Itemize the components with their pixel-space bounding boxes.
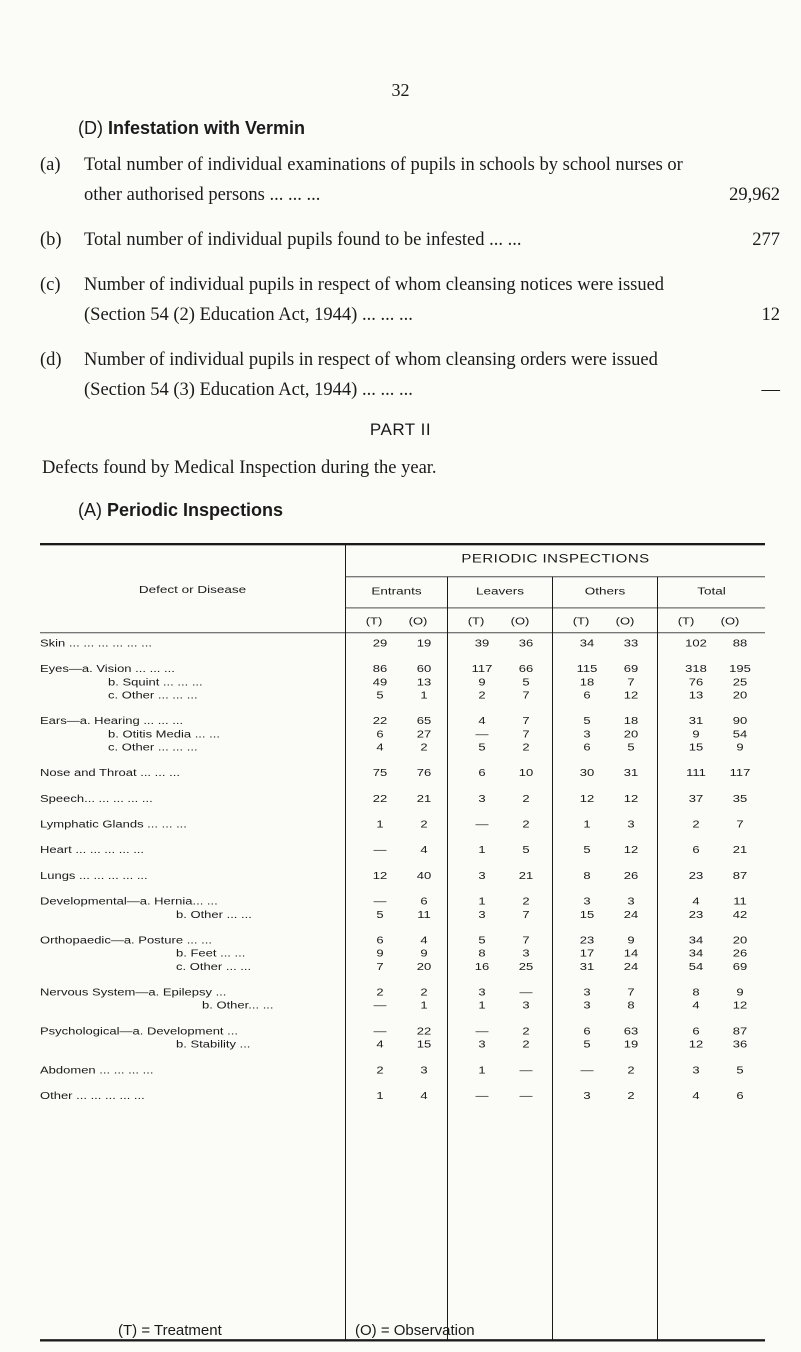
table-cell: 4	[478, 714, 486, 727]
table-cell: —	[475, 1089, 489, 1102]
table-cell: 9	[692, 728, 700, 740]
table-cell: 35	[732, 792, 748, 805]
table-cell: 9	[478, 675, 486, 688]
table-cell: 24	[623, 960, 639, 973]
table-cell: 8	[692, 986, 700, 998]
table-cell: 31	[688, 714, 704, 727]
table-cell: 3	[478, 908, 486, 921]
table-cell: 65	[416, 714, 432, 727]
row-label: Eyes—a. Vision ... ... ...	[40, 662, 175, 675]
table-cell: 13	[416, 675, 432, 688]
table-cell: 21	[518, 869, 534, 882]
table-cell: 25	[732, 675, 748, 688]
table-cell: 3	[478, 1038, 486, 1050]
table-cell: —	[519, 1089, 533, 1102]
table-cell: 23	[688, 869, 704, 882]
table-cell: 1	[376, 818, 384, 830]
table-cell: 8	[583, 869, 591, 882]
row-label: Lungs ... ... ... ... ...	[40, 869, 148, 882]
table-cell: 1	[420, 999, 428, 1012]
table-cell: 87	[732, 1025, 748, 1037]
table-cell: 66	[518, 662, 534, 675]
table-cell: —	[373, 1025, 387, 1037]
table-cell: 117	[729, 766, 751, 779]
table-cell: 69	[732, 960, 748, 973]
table-cell: 76	[688, 675, 704, 688]
row-label: Nervous System—a. Epilepsy ...	[40, 986, 227, 998]
table-cell: 2	[420, 986, 428, 998]
table-cell: 17	[579, 947, 595, 959]
column-group-others: Others	[584, 584, 626, 597]
table-cell: 54	[688, 960, 704, 973]
row-label: Abdomen ... ... ... ...	[40, 1063, 154, 1076]
legend-observation: (O) = Observation	[355, 1322, 475, 1339]
table-cell: 1	[376, 1089, 384, 1102]
table-cell: 7	[522, 714, 530, 727]
table-cell: 7	[376, 960, 384, 973]
table-cell: 3	[583, 999, 591, 1012]
item-value: 12	[761, 305, 780, 325]
table-cell: 5	[376, 908, 384, 921]
table-cell: 5	[583, 714, 591, 727]
row-label: Other ... ... ... ... ...	[40, 1089, 145, 1102]
table-cell: 4	[692, 895, 700, 907]
table-cell: 4	[376, 741, 384, 753]
table-cell: 30	[579, 766, 595, 779]
column-group-leavers: Leavers	[475, 584, 525, 597]
row-label: Heart ... ... ... ... ...	[40, 843, 145, 856]
table-cell: 4	[376, 1038, 384, 1050]
vermin-item-b	[40, 225, 780, 255]
table-cell: 39	[474, 637, 490, 649]
table-cell: 5	[583, 843, 591, 856]
table-cell: 7	[627, 675, 635, 688]
table-cell: 29	[372, 637, 388, 649]
table-cell: 5	[478, 934, 486, 946]
table-cell: 1	[478, 843, 486, 856]
table-cell: 2	[478, 689, 486, 701]
table-cell: 10	[518, 766, 534, 779]
table-cell: 21	[732, 843, 748, 856]
observation-subheader: (O)	[510, 615, 530, 627]
table-cell: 27	[416, 728, 432, 740]
table-cell: 54	[732, 728, 748, 740]
table-cell: 6	[478, 766, 486, 779]
table-cell: 318	[685, 662, 707, 675]
column-group-entrants: Entrants	[371, 584, 422, 597]
table-cell: 3	[478, 869, 486, 882]
table-cell: 1	[478, 999, 486, 1012]
table-cell: 23	[688, 908, 704, 921]
table-cell: 6	[376, 728, 384, 740]
vermin-item-d	[40, 345, 780, 405]
row-label: Skin ... ... ... ... ... ...	[40, 637, 152, 649]
table-cell: 3	[583, 895, 591, 907]
table-cell: 3	[478, 986, 486, 998]
row-label: Developmental—a. Hernia... ...	[40, 895, 218, 907]
row-label: c. Other ... ... ...	[108, 689, 198, 701]
table-cell: 88	[732, 637, 748, 649]
table-cell: 9	[627, 934, 635, 946]
table-cell: 34	[688, 947, 704, 959]
table-cell: —	[475, 1025, 489, 1037]
table-cell: 5	[736, 1063, 744, 1076]
item-text: Total number of individual pupils found to be infested ... ...	[84, 230, 522, 250]
table-cell: 36	[732, 1038, 748, 1050]
table-cell: —	[519, 986, 533, 998]
section-heading-vermin	[78, 118, 305, 139]
table-cell: 9	[420, 947, 428, 959]
table-cell: 11	[417, 908, 431, 921]
item-value: —	[761, 380, 780, 400]
row-label: b. Stability ...	[176, 1038, 251, 1050]
table-cell: 26	[732, 947, 748, 959]
table-cell: 5	[522, 675, 530, 688]
table-cell: 20	[732, 689, 748, 701]
table-cell: 18	[579, 675, 595, 688]
table-cell: —	[475, 818, 489, 830]
table-cell: 8	[627, 999, 635, 1012]
table-cell: 6	[583, 1025, 591, 1037]
item-value: 277	[752, 230, 780, 250]
row-label: Speech... ... ... ... ...	[40, 792, 153, 805]
table-cell: 36	[518, 637, 534, 649]
table-cell: 12	[372, 869, 388, 882]
table-cell: 4	[692, 999, 700, 1012]
table-cell: 12	[732, 999, 748, 1012]
table-cell: 3	[478, 792, 486, 805]
table-cell: 37	[688, 792, 704, 805]
table-cell: 40	[416, 869, 432, 882]
table-cell: 5	[627, 741, 635, 753]
table-cell: 3	[583, 1089, 591, 1102]
item-label: (d)	[40, 350, 62, 370]
table-cell: 3	[692, 1063, 700, 1076]
table-cell: 12	[579, 792, 595, 805]
vertical-rule	[447, 576, 448, 1340]
section-title: Periodic Inspections	[107, 500, 284, 520]
table-cell: 3	[420, 1063, 428, 1076]
vermin-item-a	[40, 150, 780, 210]
row-label: Orthopaedic—a. Posture ... ...	[40, 934, 212, 946]
table-cell: 102	[685, 637, 707, 649]
item-value: 29,962	[729, 185, 780, 205]
table-cell: 2	[627, 1063, 635, 1076]
row-label: b. Other... ...	[202, 999, 274, 1012]
vermin-item-c	[40, 270, 780, 330]
table-cell: 86	[372, 662, 388, 675]
table-cell: 22	[372, 714, 388, 727]
table-cell: 1	[583, 818, 591, 830]
table-cell: 63	[623, 1025, 639, 1037]
table-cell: 1	[420, 689, 428, 701]
table-cell: 2	[420, 818, 428, 830]
column-group-total: Total	[697, 584, 726, 597]
table-top-rule	[40, 543, 765, 545]
table-cell: 15	[579, 908, 595, 921]
table-cell: 34	[579, 637, 595, 649]
table-cell: 9	[376, 947, 384, 959]
row-label: b. Feet ... ...	[176, 947, 246, 959]
row-label: b. Other ... ...	[176, 908, 252, 921]
table-cell: —	[373, 895, 387, 907]
table-cell: 60	[416, 662, 432, 675]
item-label: (a)	[40, 155, 61, 175]
table-cell: 5	[522, 843, 530, 856]
table-cell: 2	[376, 986, 384, 998]
observation-subheader: (O)	[720, 615, 740, 627]
table-cell: —	[373, 843, 387, 856]
table-cell: 11	[733, 895, 747, 907]
table-cell: 15	[688, 741, 704, 753]
table-cell: 90	[732, 714, 748, 727]
treatment-subheader: (T)	[677, 615, 695, 627]
table-cell: 19	[623, 1038, 639, 1050]
table-cell: 7	[522, 934, 530, 946]
table-cell: —	[580, 1063, 594, 1076]
vertical-rule	[657, 576, 658, 1340]
item-text: Total number of individual examinations of pupils in schools by school nurses or other authorised persons ... ... ...	[84, 155, 683, 205]
table-cell: 42	[732, 908, 748, 921]
table-cell: 20	[732, 934, 748, 946]
item-label: (b)	[40, 230, 62, 250]
page-number: 32	[391, 80, 410, 100]
table-cell: 4	[420, 1089, 428, 1102]
table-cell: 7	[522, 689, 530, 701]
legend-treatment: (T) = Treatment	[118, 1322, 222, 1339]
table-cell: 2	[420, 741, 428, 753]
table-cell: —	[475, 728, 489, 740]
table-cell: 6	[583, 689, 591, 701]
observation-subheader: (O)	[615, 615, 635, 627]
section-letter: (D)	[78, 118, 103, 138]
table-cell: 22	[372, 792, 388, 805]
table-cell: 6	[736, 1089, 744, 1102]
table-cell: 5	[583, 1038, 591, 1050]
table-cell: 12	[688, 1038, 704, 1050]
row-label: Lymphatic Glands ... ... ...	[40, 818, 187, 830]
table-cell: —	[373, 999, 387, 1012]
section-title: Infestation with Vermin	[108, 118, 306, 138]
table-cell: 49	[372, 675, 388, 688]
table-cell: 31	[623, 766, 639, 779]
table-cell: 2	[522, 741, 530, 753]
table-cell: 5	[478, 741, 486, 753]
table-cell: 3	[522, 947, 530, 959]
part-heading: PART II	[369, 420, 432, 439]
table-cell: 8	[478, 947, 486, 959]
table-cell: 2	[376, 1063, 384, 1076]
table-cell: 21	[416, 792, 432, 805]
table-cell: 6	[583, 741, 591, 753]
table-cell: 14	[623, 947, 639, 959]
row-label: Psychological—a. Development ...	[40, 1025, 238, 1037]
treatment-subheader: (T)	[572, 615, 590, 627]
table-cell: 19	[416, 637, 432, 649]
table-cell: 4	[420, 843, 428, 856]
defects-intro: Defects found by Medical Inspection during the year.	[42, 458, 437, 478]
table-cell: 24	[623, 908, 639, 921]
treatment-subheader: (T)	[365, 615, 383, 627]
group-header: PERIODIC INSPECTIONS	[461, 552, 650, 566]
table-cell: 5	[376, 689, 384, 701]
item-text: Number of individual pupils in respect of whom cleansing orders were issued (Section 54 (3) Education Act, 1944) ... ... ...	[84, 350, 658, 400]
table-cell: 7	[522, 728, 530, 740]
table-cell: 1	[478, 895, 486, 907]
row-label: c. Other ... ...	[176, 960, 252, 973]
table-cell: 1	[478, 1063, 486, 1076]
observation-subheader: (O)	[408, 615, 428, 627]
vertical-rule	[552, 576, 553, 1340]
table-cell: 115	[576, 662, 598, 675]
table-cell: 20	[623, 728, 639, 740]
table-cell: 7	[627, 986, 635, 998]
table-cell: 2	[522, 1025, 530, 1037]
table-cell: 6	[692, 1025, 700, 1037]
table-cell: 7	[736, 818, 744, 830]
table-cell: 4	[692, 1089, 700, 1102]
table-cell: 9	[736, 741, 744, 753]
table-cell: 16	[474, 960, 490, 973]
table-cell: 2	[627, 1089, 635, 1102]
section-letter: (A)	[78, 500, 102, 520]
table-cell: 7	[522, 908, 530, 921]
table-cell: 12	[623, 792, 639, 805]
table-cell: 117	[471, 662, 493, 675]
row-label: Nose and Throat ... ... ...	[40, 766, 180, 779]
table-cell: 18	[623, 714, 639, 727]
subheader-rule	[346, 608, 765, 609]
table-cell: —	[519, 1063, 533, 1076]
table-cell: 12	[623, 843, 639, 856]
table-cell: 4	[420, 934, 428, 946]
table-cell: 6	[376, 934, 384, 946]
table-cell: 195	[729, 662, 751, 675]
row-label: b. Otitis Media ... ...	[108, 728, 220, 740]
item-label: (c)	[40, 275, 61, 295]
table-cell: 31	[579, 960, 595, 973]
table-cell: 23	[579, 934, 595, 946]
row-label: c. Other ... ... ...	[108, 741, 198, 753]
section-heading-periodic	[78, 500, 283, 521]
table-cell: 3	[627, 818, 635, 830]
table-cell: 69	[623, 662, 639, 675]
table-cell: 3	[583, 986, 591, 998]
table-cell: 9	[736, 986, 744, 998]
table-cell: 2	[522, 818, 530, 830]
table-cell: 22	[416, 1025, 432, 1037]
table-cell: 3	[522, 999, 530, 1012]
table-cell: 20	[416, 960, 432, 973]
table-cell: 34	[688, 934, 704, 946]
periodic-inspections-table	[40, 543, 765, 1344]
vertical-rule	[345, 543, 346, 1341]
table-cell: 33	[623, 637, 639, 649]
table-cell: 75	[372, 766, 388, 779]
table-cell: 76	[416, 766, 432, 779]
table-cell: 25	[518, 960, 534, 973]
group-header-rule	[346, 576, 765, 577]
item-text: Number of individual pupils in respect of whom cleansing notices were issued (Section 54 (2) Education Act, 1944) ... ... ...	[84, 275, 665, 325]
table-cell: 26	[623, 869, 639, 882]
table-cell: 13	[688, 689, 704, 701]
table-cell: 111	[686, 766, 706, 779]
table-cell: 2	[522, 895, 530, 907]
table-cell: 6	[420, 895, 428, 907]
row-label: b. Squint ... ... ...	[108, 675, 203, 688]
table-cell: 87	[732, 869, 748, 882]
table-cell: 2	[692, 818, 700, 830]
row-label: Ears—a. Hearing ... ... ...	[40, 714, 184, 727]
defect-column-header: Defect or Disease	[138, 583, 247, 596]
table-cell: 3	[583, 728, 591, 740]
table-cell: 2	[522, 792, 530, 805]
table-cell: 15	[416, 1038, 432, 1050]
table-cell: 2	[522, 1038, 530, 1050]
treatment-subheader: (T)	[467, 615, 485, 627]
table-cell: 12	[623, 689, 639, 701]
table-cell: 6	[692, 843, 700, 856]
table-cell: 3	[627, 895, 635, 907]
